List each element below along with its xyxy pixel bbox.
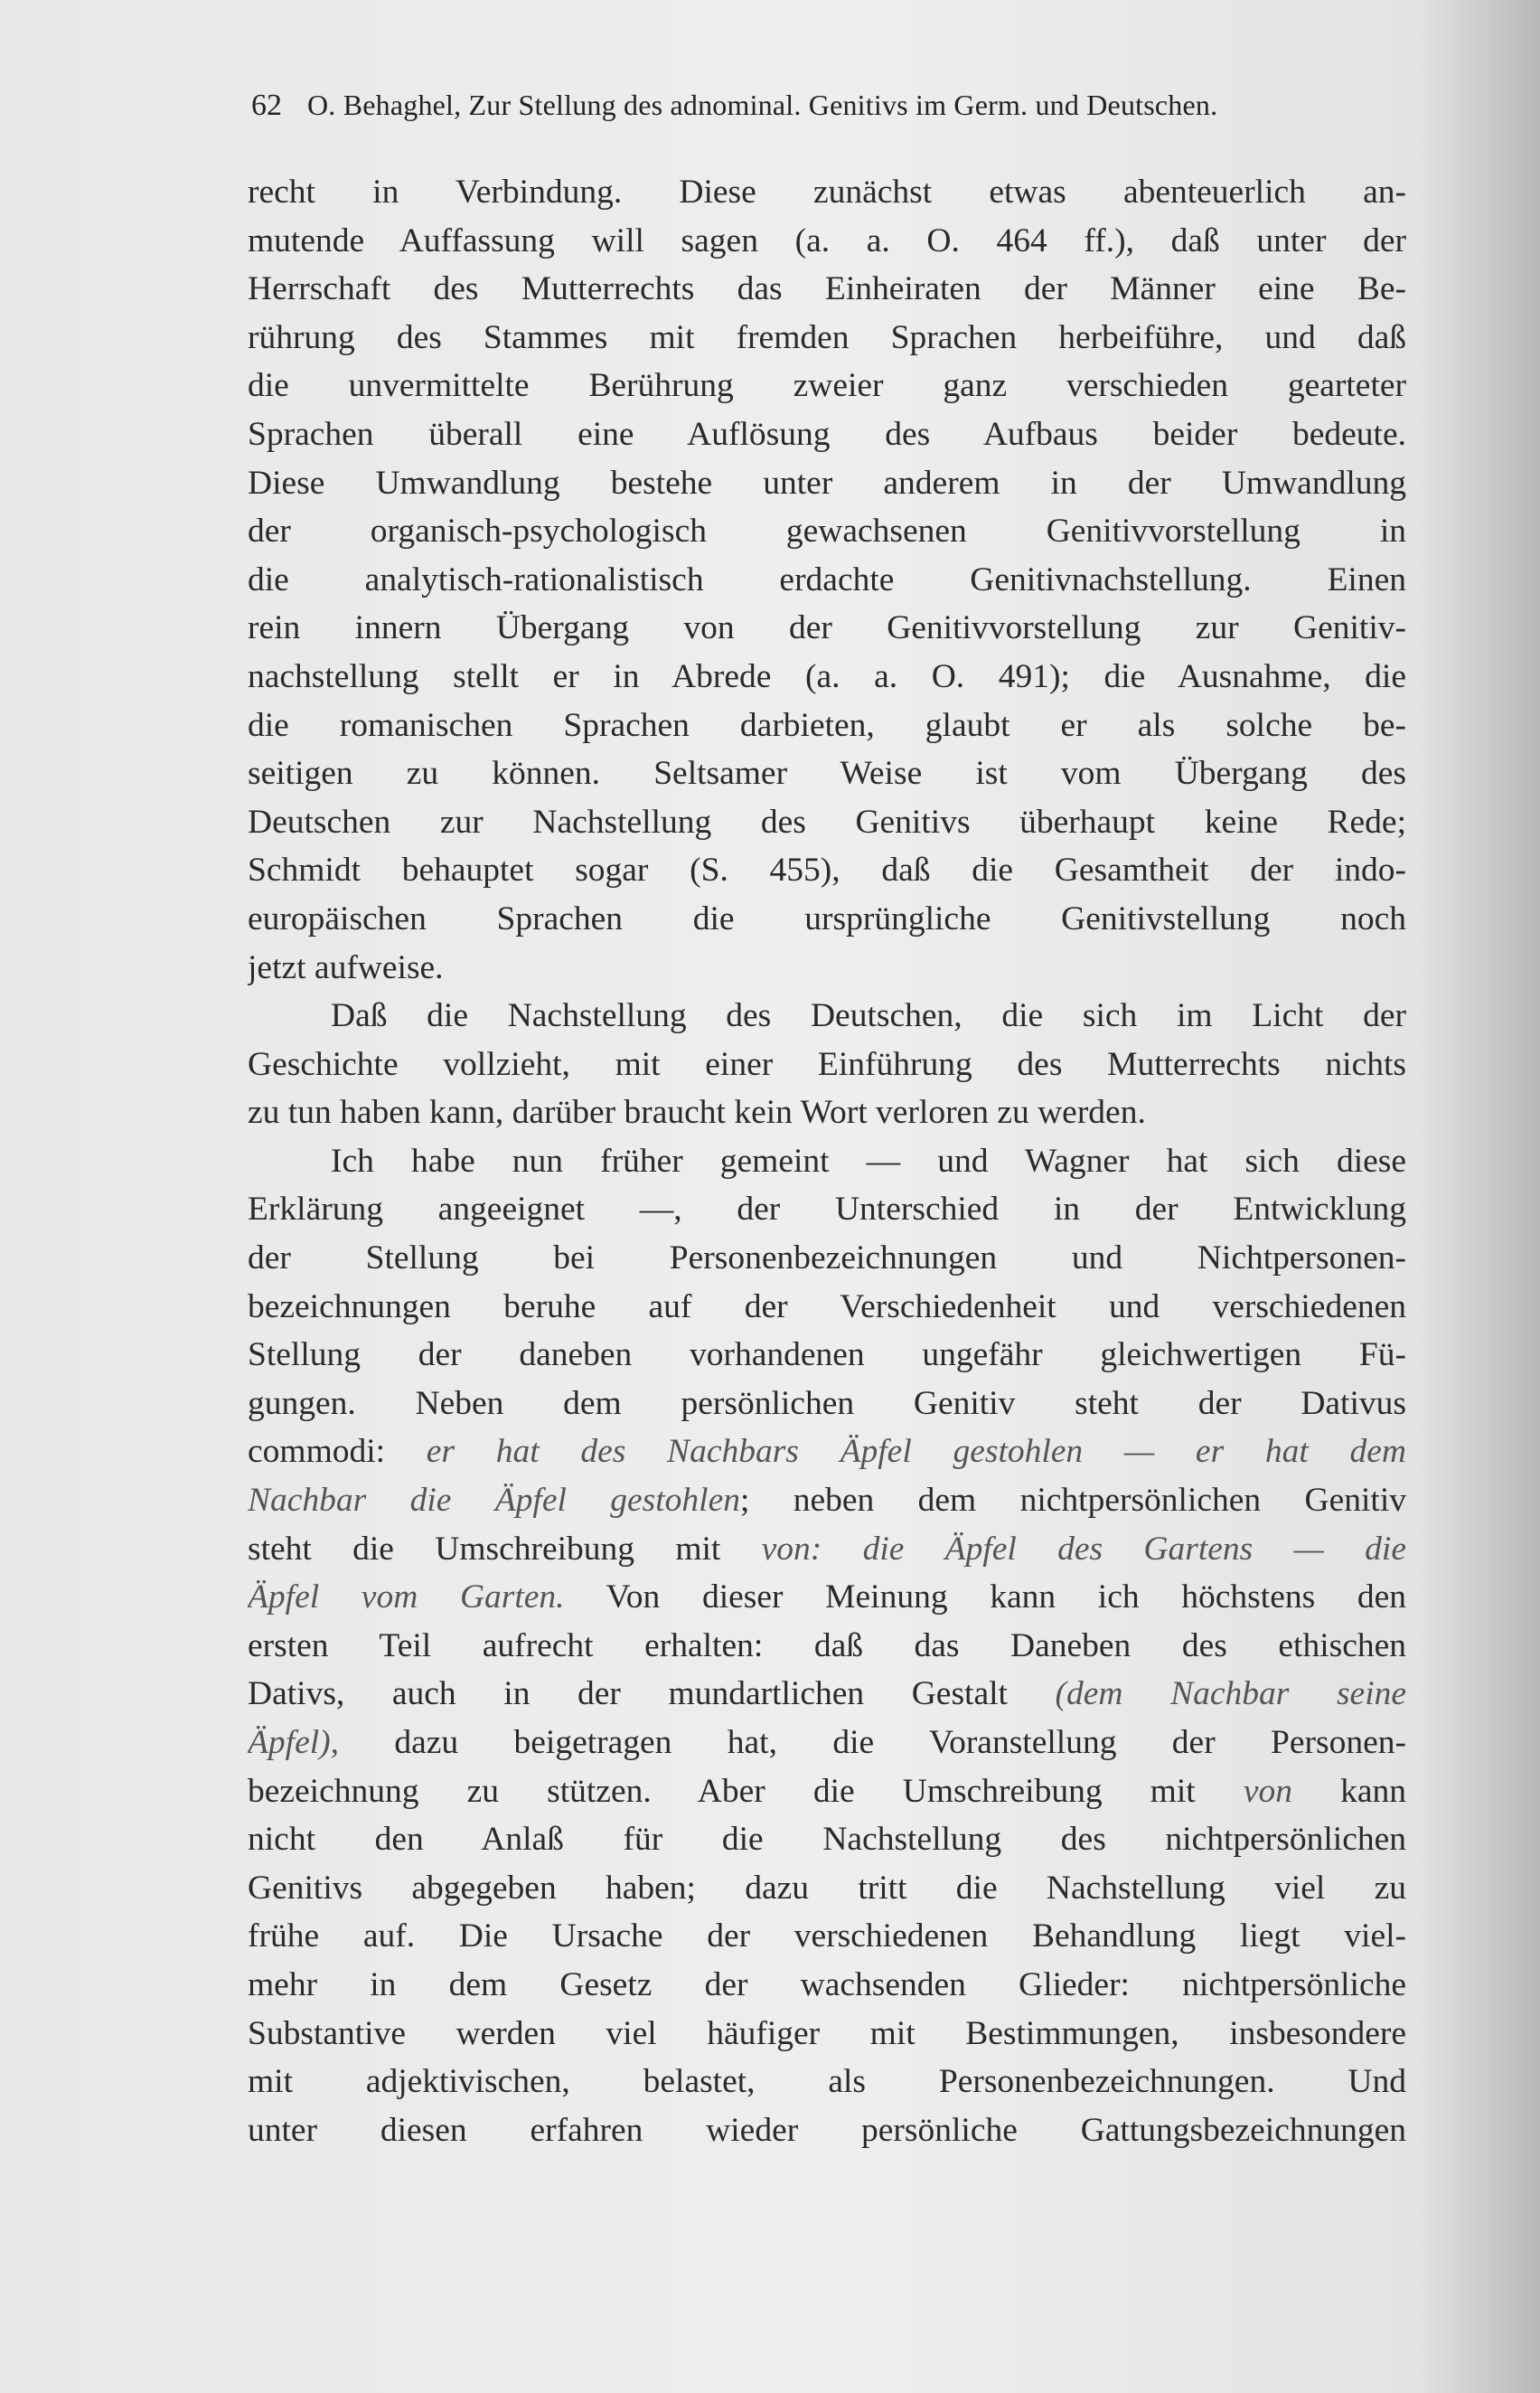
text-line [248, 1525, 1406, 1574]
text-line [248, 1719, 1406, 1767]
text-line [248, 1380, 1406, 1428]
text-segment: mehr in dem Gesetz der wachsenden Glieder: nichtpersönliche [248, 1965, 1406, 2003]
text-segment: frühe auf. Die Ursache der verschiedenen Behandlung liegt viel- [248, 1917, 1406, 1955]
text-segment: rein innern Übergang von der Genitivvorstellung zur Genitiv- [248, 609, 1406, 647]
text-line [248, 2058, 1406, 2106]
text-segment: Von dieser Meinung kann ich höchstens den [564, 1578, 1406, 1616]
page-header [251, 89, 1404, 136]
text-line [248, 653, 1406, 702]
italic-example: Äpfel), [248, 1724, 340, 1761]
text-line [248, 2106, 1406, 2155]
body-text [248, 168, 1406, 2154]
italic-example: von: die Äpfel des Gartens — die [761, 1530, 1406, 1568]
text-line [248, 1670, 1406, 1719]
text-line [248, 1331, 1406, 1380]
text-segment: ; neben dem nichtpersönlichen Genitiv [740, 1482, 1406, 1520]
text-line [248, 556, 1406, 605]
italic-example: er hat des Nachbars Äpfel gestohlen — er hat dem [426, 1433, 1406, 1471]
text-segment: die analytisch-rationalistisch erdachte Genitivnachstellung. Einen [248, 561, 1406, 598]
text-line [248, 265, 1406, 314]
text-segment: Schmidt behauptet sogar (S. 455), daß die Gesamtheit der indo- [248, 852, 1406, 890]
text-segment: commodi: [248, 1433, 427, 1471]
text-segment: kann [1291, 1772, 1406, 1810]
text-segment: Diese Umwandlung bestehe unter anderem in der Umwandlung [248, 464, 1406, 502]
text-line [248, 1961, 1406, 2010]
text-line [248, 2010, 1406, 2059]
text-line [248, 410, 1406, 459]
italic-example: von [1243, 1772, 1292, 1810]
italic-example: (dem Nachbar seine [1055, 1675, 1406, 1713]
text-line [248, 1041, 1406, 1089]
text-line [248, 1234, 1406, 1283]
text-segment: steht die Umschreibung mit [248, 1530, 762, 1568]
text-segment: Dativs, auch in der mundartlichen Gestalt [248, 1675, 1056, 1713]
page-number: 62 [251, 89, 282, 122]
text-line [248, 604, 1406, 653]
text-line [248, 798, 1406, 847]
text-line [248, 702, 1406, 750]
text-line [248, 1912, 1406, 1961]
text-segment: die romanischen Sprachen darbieten, glaubt er als solche be- [248, 706, 1406, 744]
text-line [248, 1088, 1406, 1137]
text-line [248, 314, 1406, 363]
text-segment: nachstellung stellt er in Abrede (a. a. O. 491); die Ausnahme, die [248, 657, 1406, 695]
text-line [248, 895, 1406, 944]
text-line [248, 846, 1406, 895]
text-segment: seitigen zu können. Seltsamer Weise ist vom Übergang des [248, 755, 1406, 793]
text-line [248, 1815, 1406, 1864]
text-segment: Substantive werden viel häufiger mit Bestimmungen, insbesondere [248, 2014, 1406, 2052]
text-segment: Deutschen zur Nachstellung des Genitivs überhaupt keine Rede; [248, 803, 1406, 841]
text-segment: bezeichnung zu stützen. Aber die Umschreibung mit [248, 1772, 1244, 1810]
text-segment: gungen. Neben dem persönlichen Genitiv steht der Dativus [248, 1384, 1406, 1422]
text-line [248, 1283, 1406, 1332]
text-segment: Stellung der daneben vorhandenen ungefähr gleichwertigen Fü- [248, 1336, 1406, 1374]
text-line [248, 992, 1406, 1041]
text-segment: zu tun haben kann, darüber braucht kein Wort verloren zu werden. [248, 1094, 1146, 1132]
text-segment: bezeichnungen beruhe auf der Verschiedenheit und verschiedenen [248, 1287, 1406, 1325]
text-line [248, 1767, 1406, 1816]
italic-example: Äpfel vom Garten. [248, 1578, 565, 1616]
text-segment: Sprachen überall eine Auflösung des Aufbaus beider bedeute. [248, 415, 1406, 453]
text-segment: mutende Auffassung will sagen (a. a. O. 464 ff.), daß unter der [248, 221, 1406, 259]
text-line [248, 168, 1406, 217]
text-segment: Herrschaft des Mutterrechts das Einheiraten der Männer eine Be- [248, 270, 1406, 308]
text-line [248, 217, 1406, 266]
text-segment: Ich habe nun früher gemeint — und Wagner hat sich diese [331, 1142, 1406, 1180]
text-segment: Genitivs abgegeben haben; dazu tritt die Nachstellung viel zu [248, 1869, 1406, 1907]
text-segment: ersten Teil aufrecht erhalten: daß das Daneben des ethischen [248, 1626, 1406, 1664]
text-segment: unter diesen erfahren wieder persönliche Gattungsbezeichnungen [248, 2111, 1406, 2149]
text-line [248, 1137, 1406, 1186]
text-segment: nicht den Anlaß für die Nachstellung des nichtpersönlichen [248, 1821, 1406, 1859]
text-segment: europäischen Sprachen die ursprüngliche Genitivstellung noch [248, 900, 1406, 937]
text-segment: der Stellung bei Personenbezeichnungen und Nichtpersonen- [248, 1239, 1406, 1277]
text-segment: Daß die Nachstellung des Deutschen, die sich im Licht der [331, 997, 1406, 1035]
text-line [248, 1185, 1406, 1234]
text-line [248, 749, 1406, 798]
running-title: O. Behaghel, Zur Stellung des adnominal. Genitivs im Germ. und Deutschen. [307, 89, 1218, 121]
text-segment: recht in Verbindung. Diese zunächst etwas abenteuerlich an- [248, 174, 1406, 211]
italic-example: Nachbar die Äpfel gestohlen [248, 1482, 740, 1520]
text-line [248, 1427, 1406, 1476]
text-segment: dazu beigetragen hat, die Voranstellung der Personen- [339, 1724, 1406, 1761]
text-segment: jetzt aufweise. [248, 948, 444, 986]
text-line [248, 459, 1406, 508]
text-segment: die unvermittelte Berührung zweier ganz verschieden gearteter [248, 367, 1406, 405]
text-segment: rührung des Stammes mit fremden Sprachen herbeiführe, und daß [248, 318, 1406, 356]
text-line [248, 1476, 1406, 1525]
text-line [248, 1573, 1406, 1622]
text-line [248, 1864, 1406, 1913]
text-line [248, 362, 1406, 410]
text-segment: mit adjektivischen, belastet, als Personenbezeichnungen. Und [248, 2063, 1406, 2101]
text-segment: der organisch-psychologisch gewachsenen Genitivvorstellung in [248, 513, 1406, 551]
text-segment: Geschichte vollzieht, mit einer Einführung des Mutterrechts nichts [248, 1045, 1406, 1083]
text-line [248, 507, 1406, 556]
text-line [248, 944, 1406, 993]
text-segment: Erklärung angeeignet —, der Unterschied in der Entwicklung [248, 1191, 1406, 1229]
text-line [248, 1622, 1406, 1671]
